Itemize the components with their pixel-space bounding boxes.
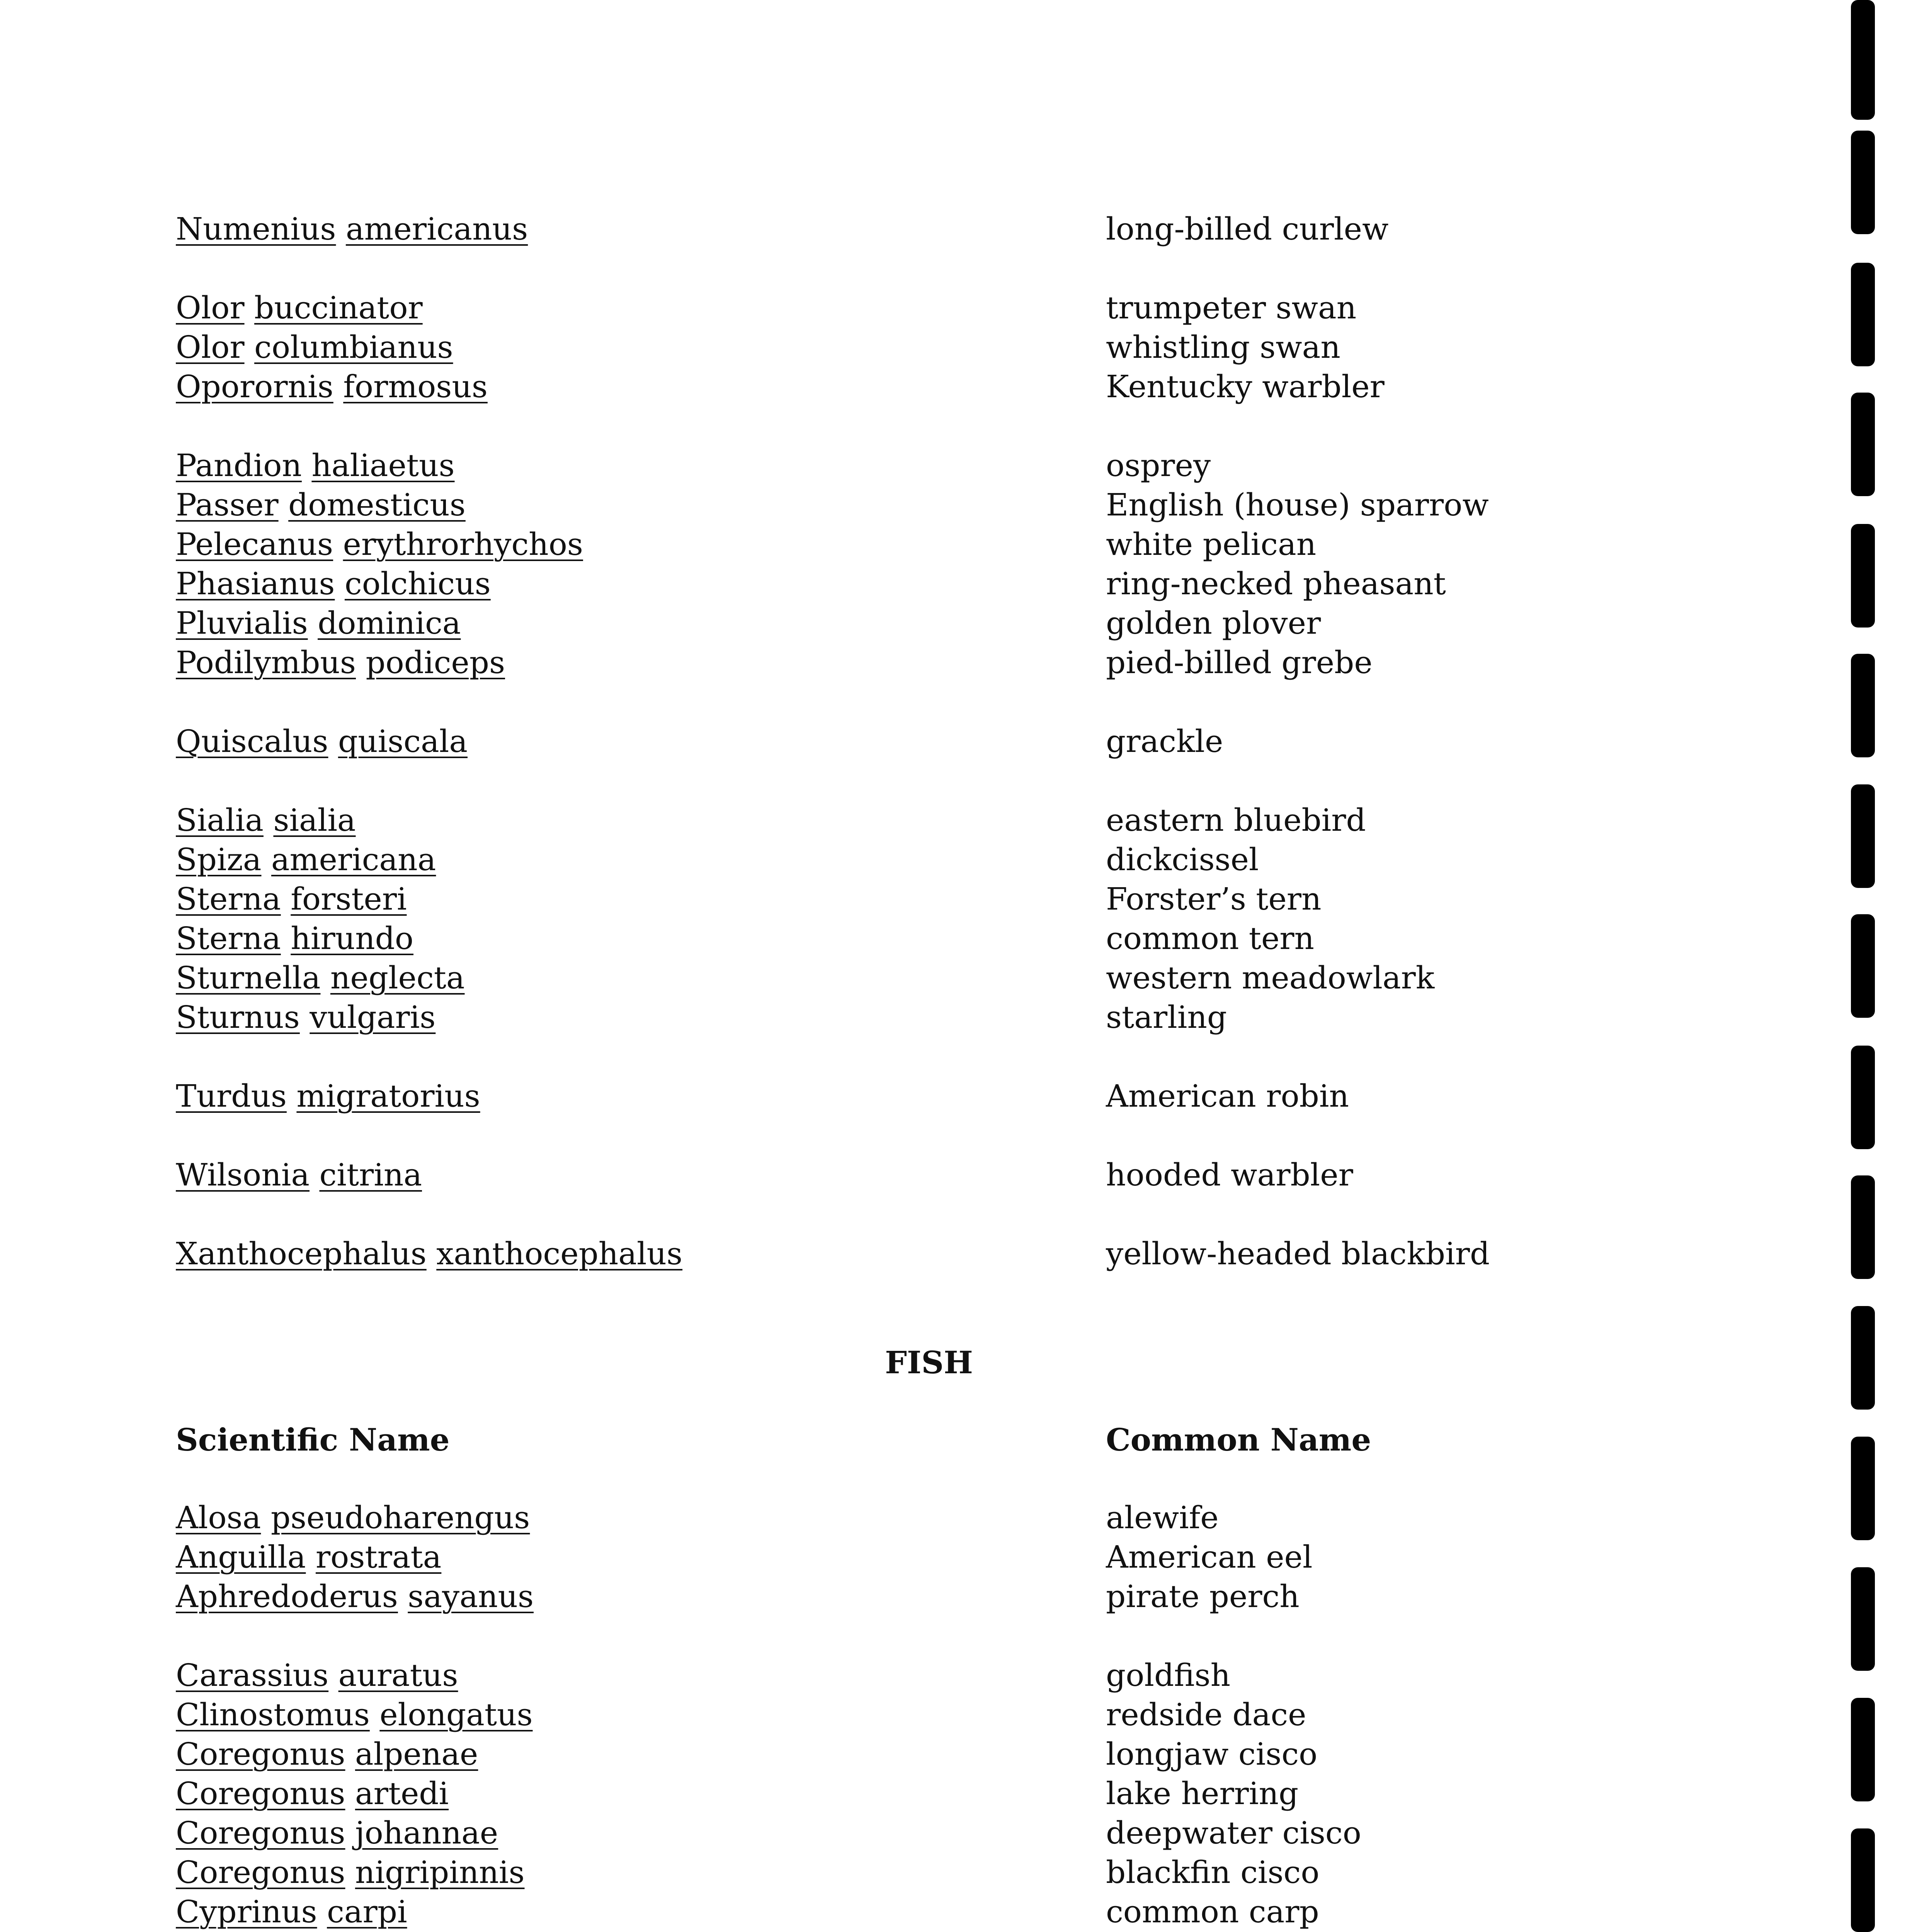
species-row <box>0 722 1917 761</box>
scientific-name <box>176 1774 449 1813</box>
scientific-name <box>176 209 528 249</box>
binder-punch-holes <box>1851 0 1882 1932</box>
punch-hole <box>1851 131 1875 234</box>
scientific-name <box>176 1853 525 1892</box>
common-name: Kentucky warbler <box>1106 369 1385 405</box>
common-name: white pelican <box>1106 526 1317 562</box>
genus-name: Alosa <box>176 1500 261 1536</box>
common-name: yellow-headed blackbird <box>1106 1236 1490 1272</box>
species-group <box>0 446 1917 682</box>
species-row <box>0 1774 1917 1813</box>
species-group <box>0 801 1917 1037</box>
species-epithet: haliaetus <box>311 447 455 483</box>
species-row <box>0 919 1917 958</box>
species-row <box>0 1234 1917 1274</box>
common-name: osprey <box>1106 447 1211 483</box>
punch-hole <box>1851 1046 1875 1149</box>
common-name: eastern bluebird <box>1106 802 1366 838</box>
species-row <box>0 1077 1917 1116</box>
species-epithet: johannae <box>355 1815 498 1851</box>
species-group <box>0 1155 1917 1195</box>
species-row <box>0 1155 1917 1195</box>
fish-heading: FISH <box>885 1344 973 1381</box>
genus-name: Coregonus <box>176 1776 345 1811</box>
species-epithet: dominica <box>318 605 461 641</box>
common-name: Forster’s tern <box>1106 881 1322 917</box>
common-name: lake herring <box>1106 1776 1299 1811</box>
genus-name: Sturnus <box>176 999 300 1035</box>
common-name: common carp <box>1106 1894 1319 1930</box>
common-name-header: Common Name <box>1106 1422 1371 1458</box>
scientific-name <box>176 1155 422 1195</box>
common-name: American eel <box>1106 1539 1313 1575</box>
genus-name: Quiscalus <box>176 723 328 759</box>
punch-hole <box>1851 1306 1875 1410</box>
species-epithet: artedi <box>355 1776 449 1811</box>
species-group <box>0 1234 1917 1274</box>
species-group <box>0 722 1917 761</box>
genus-name: Olor <box>176 290 245 326</box>
genus-name: Numenius <box>176 211 336 247</box>
genus-name: Clinostomus <box>176 1697 370 1733</box>
punch-hole <box>1851 0 1875 120</box>
scientific-name <box>176 1537 441 1577</box>
genus-name: Cyprinus <box>176 1894 317 1930</box>
species-group <box>0 1498 1917 1616</box>
genus-name: Xanthocephalus <box>176 1236 427 1272</box>
punch-hole <box>1851 914 1875 1018</box>
common-name: pied-billed grebe <box>1106 645 1373 680</box>
species-epithet: nigripinnis <box>355 1854 525 1890</box>
common-name: American robin <box>1106 1078 1349 1114</box>
species-row <box>0 564 1917 604</box>
species-row <box>0 288 1917 328</box>
species-group <box>0 209 1917 249</box>
species-epithet: carpi <box>327 1894 407 1930</box>
species-epithet: xanthocephalus <box>436 1236 683 1272</box>
common-name: trumpeter swan <box>1106 290 1357 326</box>
common-name: grackle <box>1106 723 1223 759</box>
genus-name: Sterna <box>176 881 281 917</box>
birds-species-list <box>0 209 1917 1313</box>
species-row <box>0 643 1917 682</box>
genus-name: Anguilla <box>176 1539 306 1575</box>
species-epithet: forsteri <box>291 881 407 917</box>
scientific-name <box>176 840 436 879</box>
common-name: hooded warbler <box>1106 1157 1353 1193</box>
species-row <box>0 1577 1917 1616</box>
species-epithet: formosus <box>343 369 488 405</box>
genus-name: Coregonus <box>176 1854 345 1890</box>
scientific-name <box>176 1695 533 1735</box>
scientific-name <box>176 998 435 1037</box>
genus-name: Passer <box>176 487 279 523</box>
genus-name: Coregonus <box>176 1815 345 1851</box>
species-row <box>0 1498 1917 1537</box>
scientific-name <box>176 446 455 485</box>
punch-hole <box>1851 1567 1875 1671</box>
scientific-name <box>176 1577 534 1616</box>
scientific-name <box>176 1234 682 1274</box>
species-group <box>0 1656 1917 1932</box>
common-name: English (house) sparrow <box>1106 487 1489 523</box>
species-row <box>0 801 1917 840</box>
genus-name: Sialia <box>176 802 264 838</box>
punch-hole <box>1851 654 1875 757</box>
common-name: western meadowlark <box>1106 960 1435 996</box>
common-name: longjaw cisco <box>1106 1736 1318 1772</box>
species-row <box>0 1892 1917 1932</box>
species-epithet: hirundo <box>291 920 413 956</box>
species-row <box>0 958 1917 998</box>
genus-name: Olor <box>176 329 245 365</box>
species-epithet: migratorius <box>296 1078 480 1114</box>
species-epithet: americana <box>271 842 436 878</box>
scientific-name <box>176 367 488 406</box>
punch-hole <box>1851 1698 1875 1801</box>
genus-name: Turdus <box>176 1078 287 1114</box>
scientific-name <box>176 564 491 604</box>
genus-name: Pluvialis <box>176 605 308 641</box>
species-row <box>0 1537 1917 1577</box>
common-name: dickcissel <box>1106 842 1259 878</box>
species-epithet: elongatus <box>379 1697 533 1733</box>
species-row <box>0 1853 1917 1892</box>
scientific-name <box>176 1656 458 1695</box>
species-epithet: sialia <box>273 802 356 838</box>
punch-hole <box>1851 1437 1875 1540</box>
genus-name: Pandion <box>176 447 302 483</box>
scientific-name <box>176 1498 530 1537</box>
punch-hole <box>1851 1175 1875 1279</box>
species-epithet: quiscala <box>338 723 468 759</box>
species-epithet: columbianus <box>254 329 453 365</box>
species-row <box>0 1813 1917 1853</box>
species-row <box>0 1735 1917 1774</box>
scientific-name <box>176 1892 407 1932</box>
genus-name: Wilsonia <box>176 1157 310 1193</box>
scientific-name <box>176 328 453 367</box>
species-epithet: vulgaris <box>310 999 436 1035</box>
common-name: whistling swan <box>1106 329 1340 365</box>
species-row <box>0 367 1917 406</box>
punch-hole <box>1851 1828 1875 1932</box>
genus-name: Oporornis <box>176 369 333 405</box>
species-epithet: domesticus <box>288 487 466 523</box>
species-epithet: erythrorhychos <box>343 526 583 562</box>
genus-name: Podilymbus <box>176 645 356 680</box>
species-epithet: rostrata <box>315 1539 442 1575</box>
genus-name: Spiza <box>176 842 262 878</box>
species-row <box>0 998 1917 1037</box>
scientific-name <box>176 801 356 840</box>
species-epithet: americanus <box>345 211 528 247</box>
species-group <box>0 1077 1917 1116</box>
common-name: golden plover <box>1106 605 1321 641</box>
scientific-name <box>176 919 413 958</box>
scientific-name <box>176 722 468 761</box>
genus-name: Aphredoderus <box>176 1578 398 1614</box>
species-row <box>0 1656 1917 1695</box>
common-name: long-billed curlew <box>1106 211 1389 247</box>
scientific-name <box>176 604 461 643</box>
scientific-name <box>176 485 466 525</box>
genus-name: Sturnella <box>176 960 321 996</box>
species-row <box>0 604 1917 643</box>
fish-species-list <box>0 1498 1917 1932</box>
species-row <box>0 879 1917 919</box>
species-row <box>0 1695 1917 1735</box>
species-row <box>0 840 1917 879</box>
scientific-name <box>176 1813 498 1853</box>
punch-hole <box>1851 263 1875 366</box>
species-epithet: colchicus <box>344 566 491 602</box>
scientific-name-header: Scientific Name <box>176 1422 450 1458</box>
punch-hole <box>1851 784 1875 888</box>
punch-hole <box>1851 524 1875 628</box>
scientific-name <box>176 879 407 919</box>
genus-name: Pelecanus <box>176 526 333 562</box>
species-epithet: podiceps <box>366 645 505 680</box>
common-name: ring-necked pheasant <box>1106 566 1446 602</box>
species-epithet: sayanus <box>408 1578 534 1614</box>
genus-name: Phasianus <box>176 566 335 602</box>
common-name: starling <box>1106 999 1227 1035</box>
genus-name: Coregonus <box>176 1736 345 1772</box>
common-name: goldfish <box>1106 1657 1231 1693</box>
species-row <box>0 328 1917 367</box>
scientific-name <box>176 288 423 328</box>
common-name: alewife <box>1106 1500 1219 1536</box>
species-row <box>0 446 1917 485</box>
common-name: redside dace <box>1106 1697 1306 1733</box>
genus-name: Sterna <box>176 920 281 956</box>
species-group <box>0 288 1917 406</box>
scientific-name <box>176 1735 478 1774</box>
species-epithet: citrina <box>319 1157 422 1193</box>
species-epithet: auratus <box>338 1657 458 1693</box>
species-row <box>0 209 1917 249</box>
punch-hole <box>1851 393 1875 496</box>
genus-name: Carassius <box>176 1657 329 1693</box>
scientific-name <box>176 958 465 998</box>
common-name: blackfin cisco <box>1106 1854 1320 1890</box>
scientific-name <box>176 1077 480 1116</box>
species-epithet: pseudoharengus <box>270 1500 530 1536</box>
species-row <box>0 485 1917 525</box>
common-name: common tern <box>1106 920 1315 956</box>
species-epithet: alpenae <box>355 1736 478 1772</box>
species-epithet: neglecta <box>330 960 465 996</box>
common-name: deepwater cisco <box>1106 1815 1361 1851</box>
species-row <box>0 525 1917 564</box>
common-name: pirate perch <box>1106 1578 1300 1614</box>
scientific-name <box>176 643 505 682</box>
scientific-name <box>176 525 583 564</box>
species-epithet: buccinator <box>254 290 423 326</box>
